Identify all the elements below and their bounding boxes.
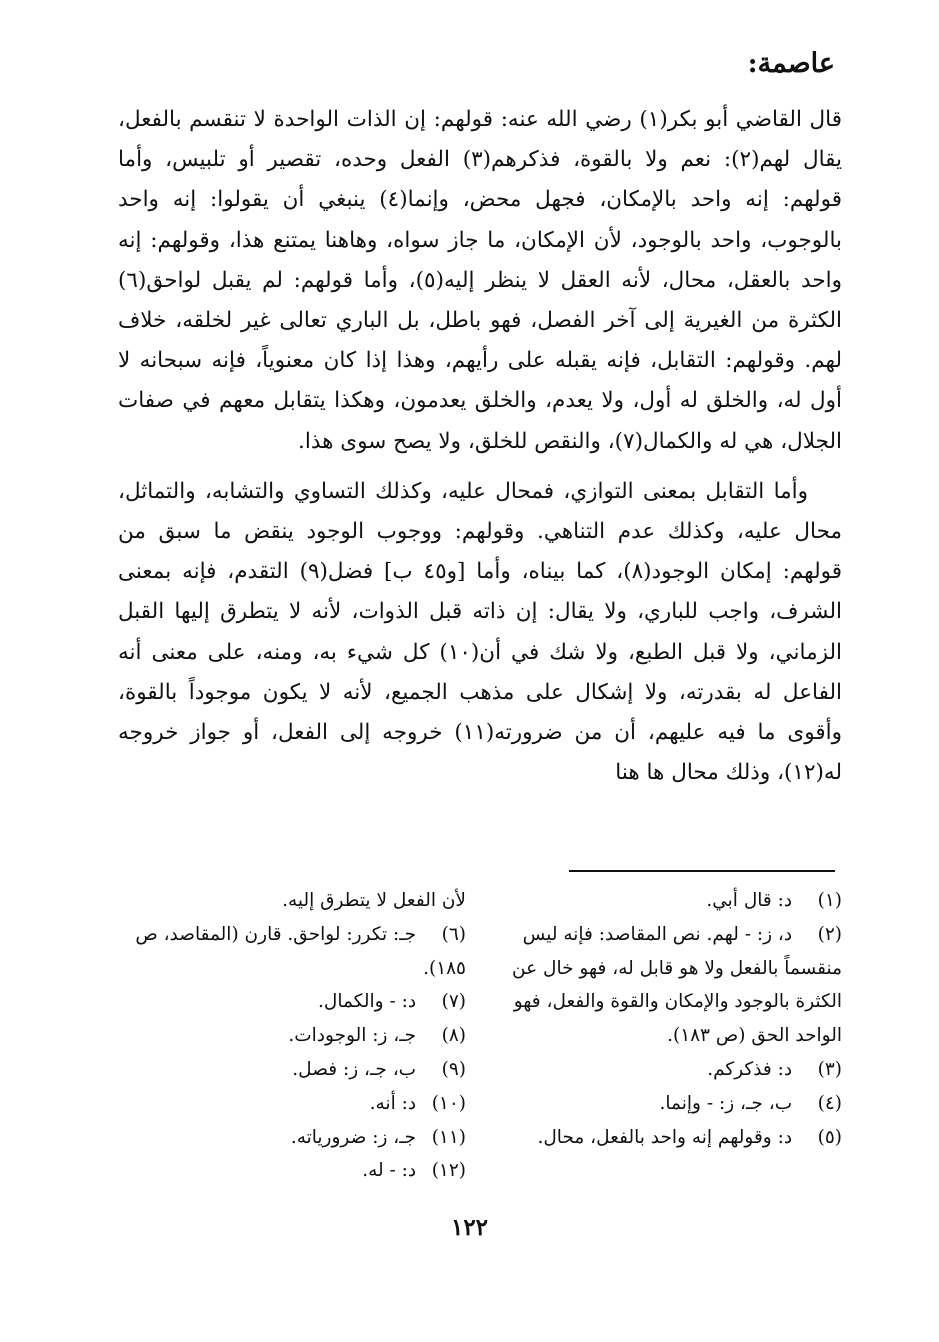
footnotes-right-column [494,884,842,1154]
footnote-1 [494,884,842,918]
footnote-text: جـ، ز: الوجودات. [288,1025,417,1047]
footnote-3 [494,1053,842,1087]
paragraph-2: وأما التقابل بمعنى التوازي، فمحال عليه، وكذلك التساوي والتشابه، والتماثل، محال عليه، وكذلك عدم التناهي. وقولهم: ووجوب الوجود ينقض ما سبق من قولهم: إمكان الوجود(٨)، كما بيناه، وأما [و٤٥ ب] فضل(٩) التقدم، فإنه بمعنى الشرف، واجب للباري، ولا يقال: إن ذاته قبل الذوات، لأنه لا يتطرق إليها القبل الزماني، ولا قبل الطبع، ولا شك في أن(١٠) كل شيء به، ومنه، على معنى أنه الفاعل له بقدرته، ولا إشكال على مذهب الجميع، لأنه لا يكون موجوداً بالقوة، وأقوى ما فيه عليهم، أن من ضرورته(١١) خروجه إلى الفعل، أو جواز خروجه له(١٢)، وذلك محال ها هنا [118,478,842,786]
footnote-separator [569,870,835,872]
footnote-4 [494,1087,842,1121]
footnote-number: (٣) [817,1058,842,1080]
footnote-9 [118,1053,466,1087]
footnote-number: (١١) [431,1126,466,1148]
footnote-7 [118,985,466,1019]
footnotes-left-column [118,884,466,1188]
footnote-number: (١٢) [431,1160,466,1182]
paragraph-1: قال القاضي أبو بكر(١) رضي الله عنه: قولهم: إن الذات الواحدة لا تنقسم بالفعل، يقال لهم(٢): نعم ولا بالقوة، فذكرهم(٣) الفعل وحده، تقصير أو تلبيس، وأما قولهم: إنه واحد بالإمكان، فجهل محض، وإنما(٤) ينبغي أن يقولوا: إنه واحد بالوجوب، واحد بالوجود، لأن الإمكان، ما جاز سواه، وهاهنا يمتنع هذا، وقولهم: إنه واحد بالعقل، محال، لأنه العقل لا ينظر إليه(٥)، وأما قولهم: لم يقبل لواحق(٦) الكثرة من الغيرية إلى آخر الفصل، فهو باطل، بل الباري تعالى غير لخلقه، خلاف لهم. وقولهم: التقابل، فإنه يقبله على رأيهم، وهذا إذا كان معنوياً، فإنه سبحانه لا أول له، والخلق له أول، ولا يعدم، والخلق يعدمون، وهكذا يتقابل معهم في صفات الجلال، هي له والكمال(٧)، والنقص للخلق، ولا يصح سوى هذا. [118,107,843,454]
footnote-text: جـ، ز: ضرورياته. [290,1126,417,1148]
footnote-text: د: قال أبي. [706,890,793,911]
footnote-number: (١٠) [431,1092,466,1114]
footnote-number: (٨) [441,1025,466,1047]
footnote-number: (٢) [817,923,842,945]
footnote-5-continued [118,884,466,918]
page-number: ١٢٢ [450,1214,489,1241]
footnote-12 [118,1154,466,1188]
footnote-number: (٧) [441,991,466,1013]
footnote-text: ب، جـ، ز: - وإنما. [659,1092,793,1114]
footnote-10 [118,1087,466,1121]
footnote-5 [494,1121,842,1155]
footnote-number: (٤) [817,1092,842,1114]
footnote-text: د: - والكمال. [318,991,417,1013]
footnote-8 [118,1019,466,1053]
footnote-text: جـ: تكرر: لواحق. قارن (المقاصد، ص ١٨٥). [135,923,466,979]
footnote-text: د: - له. [362,1160,417,1182]
footnote-text: د: أنه. [369,1092,417,1114]
main-text [118,100,842,793]
footnote-number: (١) [817,890,842,911]
footnote-number: (٩) [441,1058,466,1080]
footnote-text: لأن الفعل لا يتطرق إليه. [282,890,466,911]
footnote-number: (٦) [441,923,466,945]
footnote-number: (٥) [817,1126,842,1148]
footnote-2 [494,918,842,1053]
footnote-text: د: وقولهم إنه واحد بالفعل، محال. [537,1126,793,1148]
section-heading: عاصمة: [747,48,835,79]
footnote-text: د، ز: - لهم. نص المقاصد: فإنه ليس منقسماً بالفعل ولا هو قابل له، فهو خال عن الكثرة بالوجود والإمكان والقوة والفعل، فهو الواحد الحق (ص ١٨٣). [512,923,842,1047]
footnote-6 [118,918,466,986]
footnote-11 [118,1121,466,1155]
footnote-text: د: فذكركم. [707,1058,793,1080]
footnote-text: ب، جـ، ز: فصل. [292,1058,417,1080]
